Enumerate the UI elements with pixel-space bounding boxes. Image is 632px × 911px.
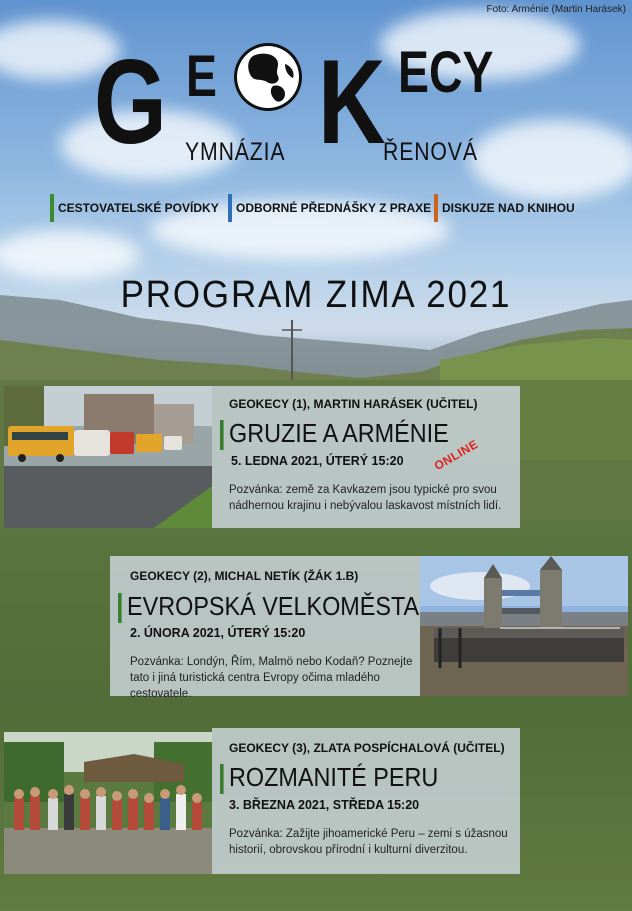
event-invitation: Pozvánka: Zažijte jihoamerické Peru – zemi s úžasnou historií, obrovskou přírodní i kulturní diverzitou. xyxy=(229,828,508,856)
photo-credit: Foto: Arménie (Martin Harásek) xyxy=(486,4,626,15)
category-label: CESTOVATELSKÉ POVÍDKY xyxy=(58,201,219,215)
category-stories xyxy=(50,194,219,222)
event-invitation: Pozvánka: Londýn, Řím, Malmö nebo Kodaň? Poznejte tato i jiná turistická centra Evropy očima mladého cestovatele. xyxy=(130,656,413,700)
event-2-card xyxy=(110,556,420,700)
event-title xyxy=(118,591,419,622)
program-title: PROGRAM ZIMA 2021 xyxy=(120,274,512,316)
title-accent-bar xyxy=(118,593,122,623)
event-title-text: GRUZIE A ARMÉNIE xyxy=(229,418,449,448)
category-lectures xyxy=(228,194,431,222)
category-label: DISKUZE NAD KNIHOU xyxy=(442,201,575,215)
title-accent-bar xyxy=(220,764,224,794)
event-invitation: Pozvánka: země za Kavkazem jsou typické pro svou nádhernou krajinu i nebývalou laskavost místních lidí. xyxy=(229,484,502,512)
globe-icon xyxy=(233,42,303,112)
event-1-card xyxy=(212,386,520,528)
event-3-photo xyxy=(4,732,212,874)
category-color-bar xyxy=(50,194,54,222)
event-date: 3. BŘEZNA 2021, STŘEDA 15:20 xyxy=(229,798,420,812)
logo-letter-e: E xyxy=(186,44,217,109)
event-1-photo xyxy=(4,386,212,528)
event-speaker: GEOKECY (2), MICHAL NETÍK (ŽÁK 1.B) xyxy=(130,569,359,583)
logo-letter-k: K xyxy=(318,35,386,169)
online-badge: ONLINE xyxy=(431,436,481,474)
event-title-text: EVROPSKÁ VELKOMĚSTA xyxy=(127,591,420,621)
event-title-text: ROZMANITÉ PERU xyxy=(229,762,439,792)
event-date: 2. ÚNORA 2021, ÚTERÝ 15:20 xyxy=(130,626,306,640)
event-3-card xyxy=(212,728,520,874)
event-speaker: GEOKECY (1), MARTIN HARÁSEK (UČITEL) xyxy=(229,397,478,411)
category-book-discussion xyxy=(434,194,575,222)
logo-subtitle-gymnazia: YMNÁZIA xyxy=(185,138,286,166)
event-2-photo xyxy=(420,556,628,696)
event-title xyxy=(220,418,449,449)
logo-letters-ecy: ECY xyxy=(398,40,494,105)
category-label: ODBORNÉ PŘEDNÁŠKY Z PRAXE xyxy=(236,201,432,215)
category-color-bar xyxy=(228,194,232,222)
title-accent-bar xyxy=(220,420,224,450)
category-color-bar xyxy=(434,194,438,222)
event-title xyxy=(220,762,438,793)
event-date: 5. LEDNA 2021, ÚTERÝ 15:20 xyxy=(231,454,404,468)
logo-letter-g: G xyxy=(94,35,166,169)
event-speaker: GEOKECY (3), ZLATA POSPÍCHALOVÁ (UČITEL) xyxy=(229,741,505,755)
logo-subtitle-krenova: ŘENOVÁ xyxy=(383,138,478,166)
